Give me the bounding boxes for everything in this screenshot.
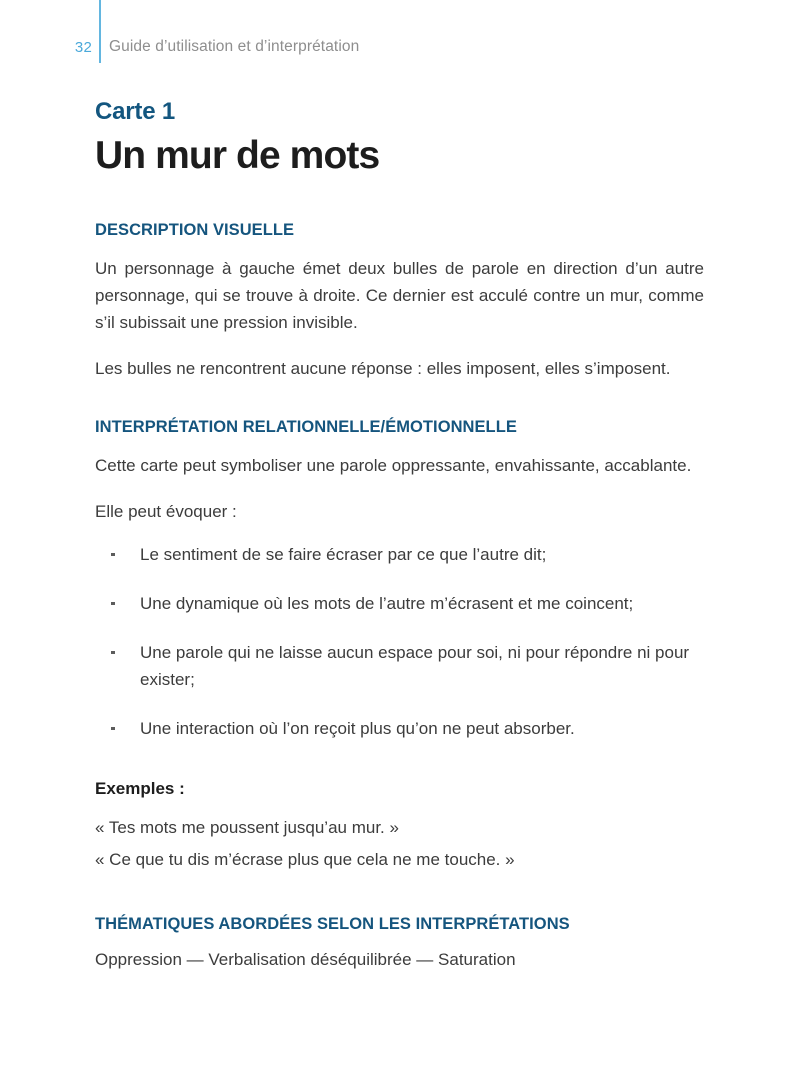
bullet-dash-icon	[111, 651, 115, 654]
card-label: Carte 1	[95, 98, 175, 125]
example-quote-1: « Tes mots me poussent jusqu’au mur. »	[95, 818, 399, 838]
list-item	[95, 715, 704, 742]
themes-text: Oppression — Verbalisation déséquilibrée — Saturation	[95, 949, 516, 969]
examples-heading: Exemples :	[95, 778, 185, 798]
list-item-label: Une parole qui ne laisse aucun espace pour soi, ni pour répondre ni pour exister;	[140, 642, 690, 689]
page-number: 32	[74, 39, 92, 56]
example-quote-2: « Ce que tu dis m’écrase plus que cela ne me touche. »	[95, 850, 515, 870]
interpretation-paragraph-2: Elle peut évoquer :	[95, 501, 237, 521]
section-heading-themes: THÉMATIQUES ABORDÉES SELON LES INTERPRÉTATIONS	[95, 915, 570, 934]
list-item	[95, 639, 704, 693]
interpretation-bullet-list	[95, 525, 704, 742]
bullet-dash-icon	[111, 602, 115, 605]
running-header-title: Guide d’utilisation et d’interprétation	[109, 38, 360, 55]
list-item-label: Le sentiment de se faire écraser par ce que l’autre dit;	[140, 544, 547, 564]
list-item-label: Une dynamique où les mots de l’autre m’écrasent et me coincent;	[140, 593, 634, 613]
bullet-dash-icon	[111, 727, 115, 730]
content-column	[95, 0, 704, 973]
description-paragraph-2: Les bulles ne rencontrent aucune réponse : elles imposent, elles s’imposent.	[95, 358, 671, 378]
section-heading-interpretation: INTERPRÉTATION RELATIONNELLE/ÉMOTIONNELLE	[95, 417, 517, 436]
section-heading-description: DESCRIPTION VISUELLE	[95, 221, 295, 240]
list-item	[95, 541, 704, 568]
list-item	[95, 590, 704, 617]
interpretation-paragraph-1: Cette carte peut symboliser une parole oppressante, envahissante, accablante.	[95, 455, 692, 475]
bullet-dash-icon	[111, 553, 115, 556]
page-title: Un mur de mots	[95, 134, 380, 178]
list-item-label: Une interaction où l’on reçoit plus qu’on ne peut absorber.	[140, 718, 575, 738]
description-paragraph-1: Un personnage à gauche émet deux bulles de parole en direction d’un autre personnage, qui se trouve à droite. Ce dernier est acculé contre un mur, comme s’il subissait une pression invisible.	[95, 258, 704, 332]
